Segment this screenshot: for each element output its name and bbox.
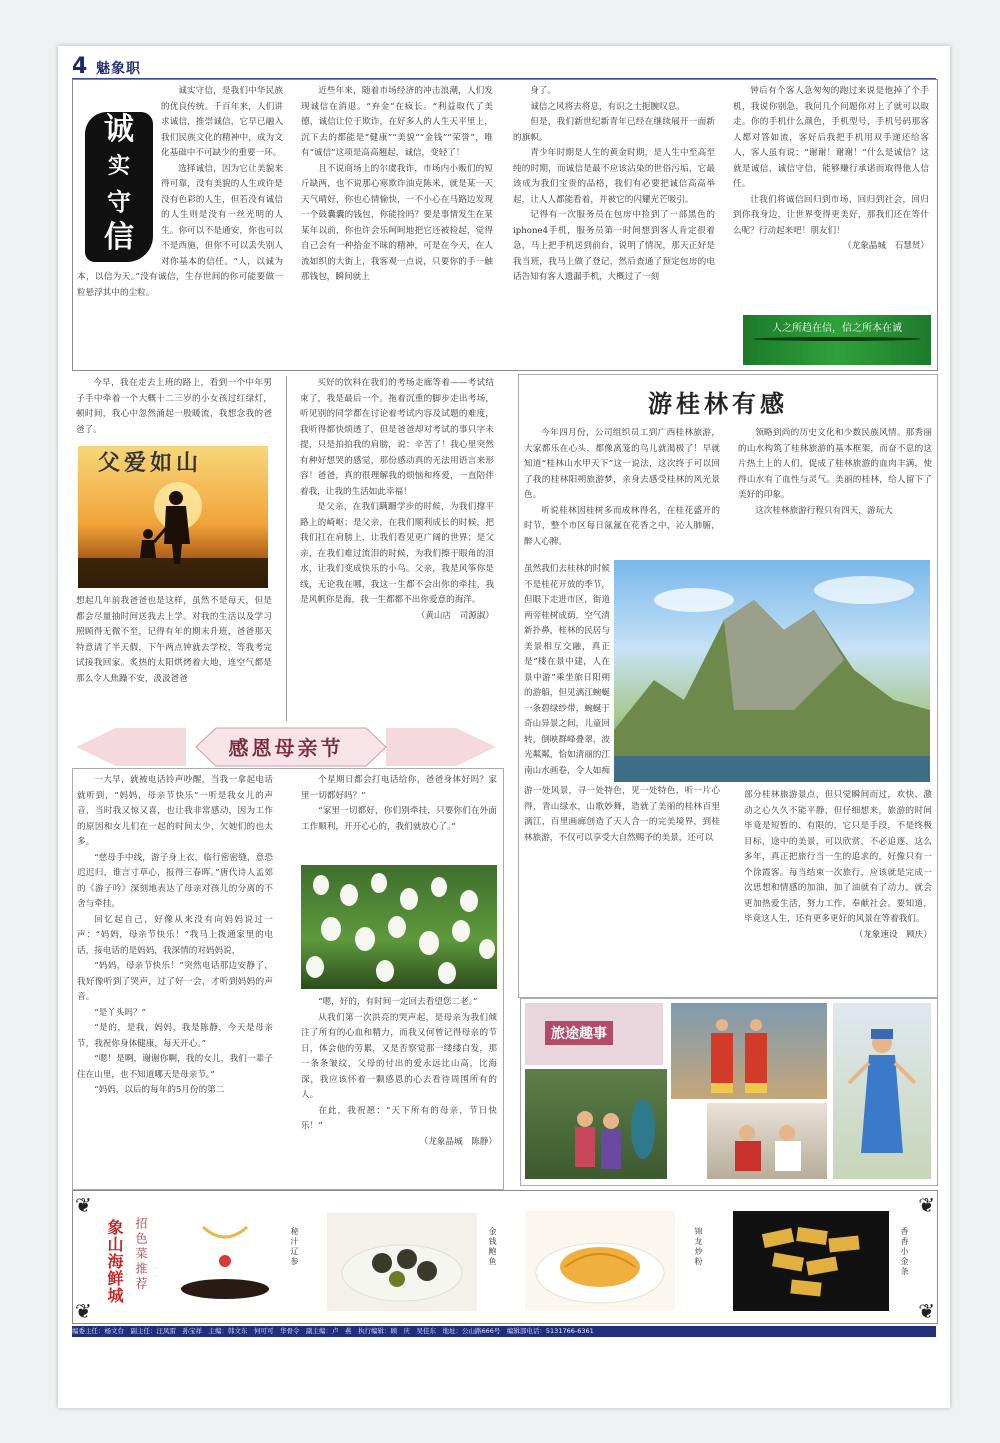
guilin-para: 游一处风景，寻一处特色，见一处特色，听一片心得，青山绿水，山歌妙舞，造就了美丽的桂林百里漓江，百里画廊创造了天人合一的完美境界，到桂林旅游，不仅可以享受大自然赐予的美景，还可以 [524, 786, 720, 843]
guilin-para: 今年四月份，公司组织员工到广西桂林旅游，大家都乐在心头，都像离笼的鸟儿就渴极了！早就知道“桂林山水甲天下”这一说法，这次终于可以回了我的桂林阳朔旅游梦，亲身去感受桂林的风光景色。 [524, 428, 720, 500]
peacock-icon [525, 1069, 667, 1179]
dancer-icon [833, 1003, 931, 1179]
mother-para: 个星期日都会打电话给你，爸爸身体好吗？家里一切都好吗？” [301, 775, 497, 801]
tulips-icon [301, 865, 497, 989]
honesty-para: 诚实守信，是我们中华民族的优良传统。千百年来，人们讲求诚信，推崇诚信，它早已融入我们民族文化的精神中，成为文化基础中不可缺少的重要一环。 [161, 86, 283, 158]
father-byline: （黄山店 司源淑） [416, 610, 494, 621]
mother-para: “是丫头吗？” [94, 1007, 146, 1018]
fried-noodles-icon [525, 1211, 675, 1311]
father-title: 父爱如山 [98, 450, 203, 476]
mother-para: 回忆起自己，好像从来没有向妈妈说过一声：“妈妈，母亲节快乐！”我马上拨通家里的电话，接电话的是妈妈，我深情的对妈妈说， [77, 914, 273, 956]
food-ad [72, 1190, 938, 1324]
page-header [72, 56, 936, 80]
honesty-col-4 [733, 84, 929, 294]
honesty-byline: （龙象晶城 石慧贤） [843, 241, 929, 251]
honesty-para: 身了。 [530, 86, 556, 96]
dish-name-1: 秘汁辽参 [290, 1227, 299, 1267]
guilin-col-2-bottom [744, 788, 932, 994]
footer-credits [72, 1326, 936, 1337]
callig-char: 诚 [104, 112, 134, 147]
honesty-col-2 [301, 84, 493, 366]
honesty-para: 但是，我们新世纪新青年已经在继续展开一面新的旗帜。 [513, 117, 715, 143]
father-para: 今早，我在走去上班的路上，看到一个中年男子手中牵着一个大概十二三岁的小女孩过红绿灯，顿时间，我心中忽然涌起一股暖流，我想念我的爸爸了。 [76, 378, 272, 435]
mother-para: “妈妈，以后的每年的5月份的第二 [94, 1085, 225, 1095]
page-number: 4 [72, 54, 88, 79]
callig-char: 信 [104, 220, 134, 255]
father-para: 是父亲，在我们蹒跚学步的时候，为我们撑平路上的崎岖；是父亲，在我们顺利成长的时候，把我们扛在肩膀上，让我们看见更广阔的世界；是父亲，在我们难过流泪的时候，为我们擦干眼角的泪水，让我们变成快乐的小鸟。父亲，我是风筝你是线，无论我在哪，我这一生都不会出你的牵挂，我是风帆你是海，我一生都都不出你爱意的海洋。 [300, 502, 494, 605]
honesty-para: 让我们将诚信回归到市场，回归到社会，回归到你我身边，让世界变得更美好，那我们还在等什么呢？行动起来吧！朋友们！ [733, 194, 929, 236]
mother-para: 一大早，就被电话铃声吵醒，当我一拿起电话就听到，“妈妈，母亲节快乐”一听是我女儿的声音，当时我又惊又喜，也让我非常感动，因为工作的原因和女儿们在一起的时间太少，欠她们的也太多。 [77, 775, 273, 847]
corner-ornament-tr-icon: ❦ [918, 1193, 935, 1217]
mother-para: “是的，是我，妈妈，我是陈静，今天是母亲节，我祝你身体健康，每天开心。” [77, 1023, 273, 1049]
mother-section [72, 768, 504, 1190]
corner-ornament-tl-icon: ❦ [75, 1193, 92, 1217]
mother-col-1 [77, 773, 273, 1185]
dish-photo-3 [525, 1211, 675, 1311]
honesty-banner [743, 315, 931, 365]
father-col-2 [300, 376, 494, 720]
father-divider [286, 376, 287, 721]
guilin-col-1-top [524, 426, 720, 562]
honesty-para: 记得有一次服务员在包房中捡到了一部黑色的iphone4手机，服务员第一时间想到客人肯定很着急，马上把手机送到前台，说明了情况，那天正好是我当班，我马上做了登记，然后查通了预定包房的电话告知有客人遗漏手机，大概过了一刻 [513, 210, 715, 282]
mother-para: “家里一切都好，你们别牵挂，只要你们在外面工作顺利，开开心心的，我们就放心了。” [301, 806, 497, 832]
guilin-para: 听说桂林因桂树多而成林得名，在桂花盛开的时节，整个市区每日氤氲在花香之中，沁人肺腑，醉人心脾。 [524, 505, 720, 547]
honesty-col-3 [513, 84, 715, 366]
father-col-1 [76, 376, 272, 446]
honesty-para: 钟后有个客人急匆匆的跑过来说是他掉了个手机，我说你别急，我问几个问题你对上了就可以取走。你的手机什么颜色，手机型号，手机号码那客人都对答如流，客好后我把手机用双手递还给客人，客人虽有说：“谢谢！谢谢！”什么是诚信？这就是诚信，诚信守信，能够赚行承诺而取得他人信任。 [733, 86, 929, 189]
dish-name-2: 金钱鲍鱼 [488, 1227, 497, 1267]
food-slogan: 招色菜推荐 [134, 1217, 148, 1292]
callig-char: 守 [107, 187, 131, 216]
guilin-byline: （龙象速设 顾庆） [854, 929, 932, 940]
father-para: 买好的饮料在我们的考场走廊等着——考试结束了，我是最后一个。拖着沉重的脚步走出考场，听见别的同学都在讨论着考试内容及试题的难度，我听得都快烦透了，但是爸爸却对考试的事只字未提，只是拍拍我的肩膀，说：辛苦了！我心里突然有种好想哭的感觉，那份感动真的无法用语言来形容！爸爸，真的很理解我的烦恼和疼爱，一直陪伴着我，让我的生活如此幸福！ [300, 378, 494, 497]
guilin-photo [614, 560, 930, 782]
trip-photo-signing [707, 1103, 827, 1179]
dish-photo-2 [327, 1213, 477, 1311]
corner-ornament-bl-icon: ❦ [75, 1299, 92, 1323]
trip-label-box [525, 1003, 663, 1065]
guilin-para: 虽然我们去桂林的时候不是桂花开放的季节，但眼下走进市区，街道两旁桂树成荫，空气清新扑鼻，桂林的民居与美景相互交融，真正是“楼在景中建，人在景中游”乘坐旅日阳朔的游船，但见漓江蜿蜒一条碧绿纱带，蜿蜒于奇山异景之间，儿童回转，倒映群峰叠翠，波光粼粼，恰如清丽的江南山水画卷，令人如痴 [524, 564, 610, 776]
mother-col-2-bottom [301, 995, 497, 1185]
trip-photo-dancer [833, 1003, 931, 1179]
trip-collage [520, 998, 938, 1186]
mother-para: 在此，我祝愿：“天下所有的母亲，节日快乐！” [301, 1105, 497, 1131]
banner-text: 人之所趋在信，信之所本在诚 [772, 323, 902, 334]
honesty-para: 青少年时期是人生的黄金时期，是人生中至高至纯的时期，而诚信是最不应该沾染的世俗污垢，它最该成为我们宝贵的品格，我们有必要把诚信高高举起，让人人都能看着，并被它的闪耀光芒吸引。 [513, 148, 715, 205]
abalone-icon [327, 1213, 477, 1311]
honesty-col-1 [77, 84, 283, 366]
mother-para: 从我们第一次洪亮的哭声起，是母亲为我们倾注了所有的心血和精力，而我又何曾记得母亲的节日，体会他的劳累，又是否察觉那一缕缕白发，那一条条皱纹，父母的付出的爱永远比山高，比海深，我应该怀着一颗感恩的心去看待周围所有的人。 [301, 1012, 497, 1100]
dish-photo-1 [173, 1207, 277, 1307]
father-photo [78, 446, 268, 588]
trip-photo-performers [671, 1003, 827, 1099]
father-child-silhouette [78, 446, 268, 588]
mother-col-2-top [301, 773, 497, 863]
tulip-photo [301, 865, 497, 989]
honesty-para: 近些年来，随着市场经济的冲击浪潮，人们发现诚信在消退。“弃金”在疯长。“利益取代了美德，诚信让位于欺诈，在好多人的人生天平里上，沉下去的都能是“健康”“美貌”“金钱”“荣誉”，唯有“诚信”这项是高高翘起，诚信，变轻了！ [301, 86, 493, 158]
honesty-para: 诚信之风将去将息，有识之士扼腕叹息。 [530, 101, 685, 112]
guilin-title: 游桂林有感 [648, 389, 788, 418]
guilin-para: 这次桂林旅游行程只有四天，游玩大 [755, 505, 893, 516]
dish-name-3: 锦龙炒粉 [694, 1227, 703, 1267]
dish-name-4: 香香小金条 [900, 1227, 909, 1277]
signing-icon [707, 1103, 827, 1179]
trip-label: 旅途趣事 [545, 1021, 613, 1045]
paper-name: 魅象职 [96, 61, 141, 77]
guilin-col-1-left [524, 562, 610, 778]
corner-ornament-br-icon: ❦ [918, 1299, 935, 1323]
performers-icon [671, 1003, 827, 1099]
dish-photo-4 [733, 1211, 889, 1311]
food-brand: 象山海鲜城 [105, 1219, 124, 1304]
father-col-1-cont [76, 594, 272, 722]
father-para: 想起几年前我爸爸也是这样，虽然不是每天，但是都会尽量抽时间送我去上学。对我的生活以及学习照顾得无微不至，记得有年的期末升班，爸爸那天特意请了半天假，下午两点钟就去学校，等我考完试接我回家。炙热的太阳烘烤着大地，连空气都是那么令人焦躁不安，汲汲爸爸 [76, 596, 272, 684]
mother-para: “妈妈，母亲节快乐！”突然电话那边安静了，我好像听到了哭声，过了好一会，才听到妈妈的声音。 [77, 961, 273, 1002]
mother-para: “嗯！是啊，谢谢你啊，我的女儿，我们一辈子住在山里，也不知道哪天是母亲节。” [77, 1054, 273, 1080]
mother-para: “嗯，好的，有时间一定回去看望您二老。” [318, 997, 478, 1007]
honesty-para: 选择诚信，因为它让美貌来得可靠，没有美貌的人生或许是没有色彩的人生，但若没有诚信的人生则是没有一丝光明的人生。你可以不是通安，你也可以不是西施，但你不可以丢失别人对你基本的信任。“人，以诚为本，以信为天。”没有诚信，生存世间的你可能要做一粒悬浮其中的尘粒。 [77, 163, 283, 298]
mother-para: “慈母手中线，游子身上衣，临行密密缝，意恐迟迟归，谁言寸草心，报得三春晖。”唐代诗人孟郊的《游子吟》深刻地表达了母亲对孩儿的分离的不舍与牵挂。 [77, 852, 273, 909]
guilin-col-1-bottom [524, 784, 720, 990]
footer-text: 编委主任：杨文台 副主任：汪凤雷 孙宝祥 主编：韩文东 何可可 华骨令 副主编：卢 燕 执行编辑：顾 庆 吴佳东 地址：公山路666号 编辑部电话：5131766-6361 [72, 1327, 594, 1335]
golden-strips-icon [733, 1211, 889, 1311]
karst-mountain-icon [614, 560, 930, 782]
trip-photo-garden [525, 1069, 667, 1179]
guilin-col-2-top [738, 426, 932, 556]
honesty-section [72, 79, 938, 371]
honesty-para: 且不说商场上的尔虞我诈，市场内小贩们的短斤缺两，也不说那心寒欺诈油克陈米，就是某一天天气晴好，你也心情愉快，一不小心在马路边发现一个鼓囊囊的钱包，你能捡吗？要是事情发生在某某年以前，你也许会乐呵呵地把它还被检起，觉得自己会有一种拾金不昧的精神，可是在今天，在人流如织的大街上，我客观一点说，只要你的手一触那钱包，瞬间就上 [301, 163, 493, 282]
guilin-para: 领略到尚的历史文化和少数民族风情。那秀丽的山水构筑了桂林旅游的基本框架，而奋不息的这片热土上的人们，促成了桂林旅游的血肉丰满，使得山水有了血性与灵气。美丽的桂林，给人留下了美好的印象。 [738, 428, 932, 500]
guilin-para: 部分桂林旅游景点，但只觉瞬间而过，欢快、激动之心久久不能平静，但仔细想来，旅游的时间毕竟是短暂的、有限的，它只是手段，不是终极目标，途中的美景，可以欣赏，不必追逐，这么多年，真正把旅行当一生的追求的，好像只有一个徐霞客。每当结束一次旅行，应该就是完成一次思想和情感的加油，加了油就有了动力，就会更加热爱生活，努力工作，奉献社会。要知道，毕竟这人生，还有更多更好的风景在等着我们。 [744, 790, 932, 924]
mother-title: 感恩母亲节 [228, 736, 344, 760]
mother-byline: （龙象晶城 陈静） [419, 1136, 497, 1147]
sea-cucumber-icon [173, 1207, 277, 1307]
newspaper-page [58, 46, 950, 1408]
callig-char: 实 [107, 153, 130, 179]
